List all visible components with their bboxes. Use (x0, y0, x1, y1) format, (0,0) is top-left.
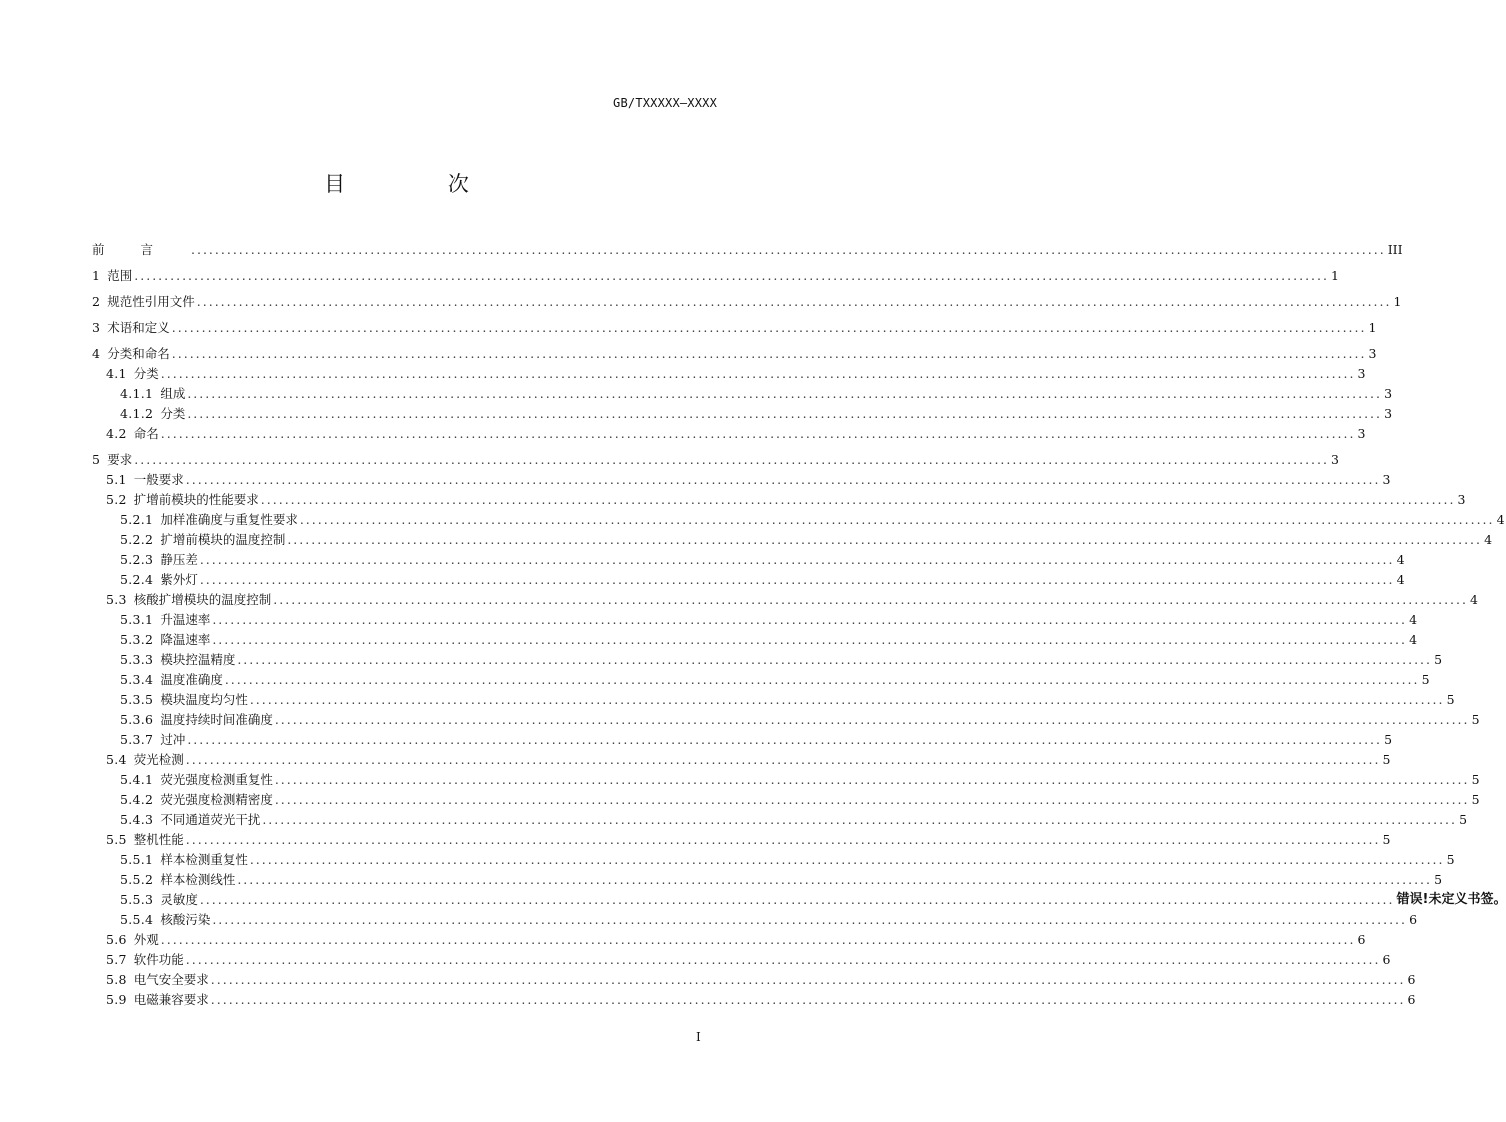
toc-entry-title: 扩增前模块的性能要求 (133, 492, 259, 507)
toc-entry[interactable] (92, 510, 1505, 530)
toc-entry[interactable] (92, 470, 1391, 490)
toc-entry[interactable] (92, 570, 1405, 590)
toc-entry-number: 5.1 (106, 472, 127, 487)
toc-leader-dots: ........................................................................................................................................................................................................ (199, 572, 1395, 587)
toc-leader-dots: ........................................................................................................................................................................................................ (199, 892, 1395, 907)
toc-entry-title: 命名 (133, 426, 159, 441)
toc-entry-page: 6 (1409, 912, 1418, 927)
toc-entry-page: 5 (1421, 672, 1430, 687)
toc-entry-number: 4.1.1 (120, 386, 154, 401)
toc-entry-page: 3 (1357, 426, 1366, 441)
toc-entry-title: 规范性引用文件 (107, 294, 195, 309)
toc-leader-dots: ........................................................................................................................................................................................................ (249, 852, 1445, 867)
toc-entry-number: 5.7 (106, 952, 127, 967)
toc-leader-dots: ........................................................................................................................................................................................................ (212, 612, 1408, 627)
toc-entry-number: 4.2 (106, 426, 127, 441)
toc-entry-title: 温度准确度 (160, 672, 223, 687)
toc-entry-title: 整机性能 (133, 832, 184, 847)
toc-entry-page: 4 (1409, 612, 1418, 627)
toc-leader-dots: ........................................................................................................................................................................................................ (199, 552, 1395, 567)
toc-entry-page: 5 (1384, 732, 1393, 747)
toc-entry-title: 静压差 (160, 552, 198, 567)
toc-leader-dots: ........................................................................................................................................................................................................ (273, 592, 1468, 607)
toc-leader-dots: ........................................................................................................................................................................................................ (134, 452, 1329, 467)
toc-leader-dots: ........................................................................................................................................................................................................ (212, 912, 1408, 927)
toc-entry-title: 分类和命名 (107, 346, 170, 361)
toc-leader-dots: ........................................................................................................................................................................................................ (196, 294, 1392, 309)
toc-entry-title: 荧光检测 (133, 752, 184, 767)
toc-entry-page: 1 (1331, 268, 1339, 283)
toc-entry[interactable] (92, 384, 1393, 404)
toc-entry-title: 分类 (133, 366, 159, 381)
toc-entry-page: 4 (1396, 572, 1405, 587)
toc-entry-page: 4 (1470, 592, 1478, 607)
toc-leader-dots: ........................................................................................................................................................................................................ (185, 472, 1381, 487)
toc-entry[interactable] (92, 630, 1418, 650)
toc-entry[interactable] (92, 710, 1480, 730)
toc-entry-page: 4 (1396, 552, 1405, 567)
toc-entry[interactable] (92, 530, 1493, 550)
toc-entry-title: 核酸污染 (160, 912, 211, 927)
toc-entry-number: 5.5.1 (120, 852, 154, 867)
toc-entry-page: 1 (1393, 294, 1402, 309)
toc-entry-number: 2 (92, 294, 101, 309)
toc-entry[interactable] (92, 950, 1391, 970)
toc-entry-number: 5.3.2 (120, 632, 154, 647)
toc-entry[interactable] (92, 790, 1480, 810)
toc-entry-page: 3 (1384, 386, 1393, 401)
toc-leader-dots: ........................................................................................................................................................................................................ (287, 532, 1483, 547)
toc-entry-page: 5 (1434, 652, 1443, 667)
toc-entry-title: 电气安全要求 (133, 972, 209, 987)
toc-entry-page: 6 (1357, 932, 1366, 947)
toc-leader-dots: ........................................................................................................................................................................................................ (274, 712, 1470, 727)
page-title: 目 次 (324, 172, 517, 196)
toc-leader-dots: ........................................................................................................................................................................................................ (160, 366, 1356, 381)
toc-entry-title: 不同通道荧光干扰 (160, 812, 261, 827)
toc-entry-page: 错误!未定义书签。 (1396, 892, 1506, 907)
toc-entry-number: 5 (92, 452, 101, 467)
toc-entry-title: 加样准确度与重复性要求 (160, 512, 298, 527)
toc-entry[interactable] (92, 590, 1478, 610)
toc-leader-dots: ........................................................................................................................................................................................................ (260, 492, 1456, 507)
toc-entry-number: 5.2.2 (120, 532, 154, 547)
toc-entry[interactable] (92, 770, 1480, 790)
toc-leader-dots: ........................................................................................................................................................................................................ (212, 632, 1408, 647)
toc-entry[interactable] (92, 970, 1416, 990)
toc-leader-dots: ........................................................................................................................................................................................................ (237, 652, 1433, 667)
toc-entry-page: 5 (1434, 872, 1443, 887)
toc-leader-dots: ........................................................................................................................................................................................................ (171, 320, 1367, 335)
toc-entry-title: 一般要求 (133, 472, 184, 487)
toc-entry-number: 4.1.2 (120, 406, 154, 421)
toc-entry[interactable] (92, 550, 1405, 570)
toc-entry-page: 3 (1331, 452, 1339, 467)
toc-entry-page: 5 (1471, 712, 1480, 727)
toc-entry[interactable] (92, 610, 1418, 630)
toc-entry-number: 5.4 (106, 752, 127, 767)
toc-entry-number: 1 (92, 268, 101, 283)
toc-leader-dots: ........................................................................................................................................................................................................ (299, 512, 1495, 527)
toc-entry-title: 外观 (133, 932, 159, 947)
toc-leader-dots: ........................................................................................................................................................................................................ (191, 242, 1386, 257)
toc-leader-dots: ........................................................................................................................................................................................................ (160, 426, 1356, 441)
toc-entry-page: 1 (1368, 320, 1377, 335)
toc-entry[interactable] (92, 318, 1377, 338)
toc-entry-page: 3 (1368, 346, 1377, 361)
toc-leader-dots: ........................................................................................................................................................................................................ (249, 692, 1445, 707)
toc-entry[interactable] (92, 690, 1455, 710)
toc-entry-number: 5.2.4 (120, 572, 154, 587)
toc-entry-page: 5 (1471, 792, 1480, 807)
toc-entry[interactable] (92, 650, 1443, 670)
toc-entry-title: 前言 (92, 242, 190, 257)
toc-entry-number: 5.5.4 (120, 912, 154, 927)
toc-leader-dots: ........................................................................................................................................................................................................ (160, 932, 1356, 947)
table-of-contents (92, 240, 1506, 1010)
toc-entry[interactable] (92, 670, 1430, 690)
toc-entry-number: 4.1 (106, 366, 127, 381)
toc-entry[interactable] (92, 850, 1455, 870)
toc-entry-number: 5.3.1 (120, 612, 154, 627)
toc-entry[interactable] (92, 890, 1506, 910)
toc-entry-title: 样本检测线性 (160, 872, 236, 887)
toc-entry[interactable] (92, 240, 1403, 260)
toc-entry-title: 灵敏度 (160, 892, 198, 907)
toc-entry-page: 6 (1407, 992, 1416, 1007)
toc-entry[interactable] (92, 424, 1366, 444)
toc-entry-number: 5.3.4 (120, 672, 154, 687)
toc-entry[interactable] (92, 292, 1402, 312)
toc-entry-title: 电磁兼容要求 (133, 992, 209, 1007)
toc-leader-dots: ........................................................................................................................................................................................................ (224, 672, 1420, 687)
document-code: GB/TXXXXX—XXXX (613, 96, 717, 110)
toc-entry[interactable] (92, 344, 1377, 364)
toc-entry[interactable] (92, 910, 1418, 930)
toc-leader-dots: ........................................................................................................................................................................................................ (262, 812, 1458, 827)
toc-entry-number: 5.3 (106, 592, 127, 607)
toc-entry-number: 5.8 (106, 972, 127, 987)
toc-entry-title: 要求 (107, 452, 133, 467)
toc-entry[interactable] (92, 990, 1416, 1010)
toc-entry-page: 5 (1382, 832, 1391, 847)
toc-entry-number: 4 (92, 346, 101, 361)
toc-entry-title: 核酸扩增模块的温度控制 (133, 592, 272, 607)
toc-entry[interactable] (92, 930, 1366, 950)
toc-entry-number: 3 (92, 320, 101, 335)
toc-leader-dots: ........................................................................................................................................................................................................ (185, 952, 1381, 967)
toc-entry-page: 3 (1357, 366, 1366, 381)
toc-entry-title: 过冲 (160, 732, 186, 747)
toc-entry-title: 样本检测重复性 (160, 852, 248, 867)
toc-entry-page: 4 (1409, 632, 1418, 647)
toc-entry-number: 5.3.7 (120, 732, 154, 747)
toc-entry-page: 6 (1382, 952, 1391, 967)
toc-entry[interactable] (92, 266, 1339, 286)
toc-entry[interactable] (92, 490, 1466, 510)
page-number: I (696, 1030, 701, 1044)
toc-leader-dots: ........................................................................................................................................................................................................ (274, 792, 1470, 807)
toc-entry-page: 5 (1446, 852, 1455, 867)
toc-entry-page: 6 (1407, 972, 1416, 987)
toc-entry-page: III (1387, 242, 1403, 257)
toc-entry-page: 4 (1484, 532, 1493, 547)
toc-entry[interactable] (92, 830, 1391, 850)
toc-entry-title: 模块温度均匀性 (160, 692, 248, 707)
toc-entry-page: 5 (1459, 812, 1468, 827)
toc-leader-dots: ........................................................................................................................................................................................................ (237, 872, 1433, 887)
toc-entry-title: 组成 (160, 386, 186, 401)
toc-leader-dots: ........................................................................................................................................................................................................ (187, 406, 1383, 421)
toc-entry-number: 5.9 (106, 992, 127, 1007)
toc-entry-title: 升温速率 (160, 612, 211, 627)
toc-entry[interactable] (92, 364, 1366, 384)
toc-entry-page: 5 (1446, 692, 1455, 707)
toc-entry[interactable] (92, 810, 1468, 830)
toc-entry-number: 5.3.3 (120, 652, 154, 667)
toc-entry-number: 5.6 (106, 932, 127, 947)
toc-leader-dots: ........................................................................................................................................................................................................ (210, 972, 1406, 987)
toc-entry-title: 荧光强度检测精密度 (160, 792, 273, 807)
toc-leader-dots: ........................................................................................................................................................................................................ (210, 992, 1406, 1007)
toc-entry-page: 3 (1384, 406, 1393, 421)
toc-entry-number: 5.4.2 (120, 792, 154, 807)
toc-entry-number: 5.4.1 (120, 772, 154, 787)
toc-entry[interactable] (92, 750, 1391, 770)
toc-entry-page: 3 (1382, 472, 1391, 487)
toc-entry-title: 术语和定义 (107, 320, 170, 335)
toc-leader-dots: ........................................................................................................................................................................................................ (185, 832, 1381, 847)
toc-leader-dots: ........................................................................................................................................................................................................ (171, 346, 1367, 361)
toc-entry[interactable] (92, 870, 1443, 890)
toc-leader-dots: ........................................................................................................................................................................................................ (187, 386, 1383, 401)
toc-entry-number: 5.2 (106, 492, 127, 507)
toc-entry-number: 5.3.6 (120, 712, 154, 727)
toc-entry-title: 分类 (160, 406, 186, 421)
toc-entry-number: 5.5 (106, 832, 127, 847)
toc-entry-title: 模块控温精度 (160, 652, 236, 667)
toc-entry[interactable] (92, 450, 1339, 470)
toc-entry-title: 扩增前模块的温度控制 (160, 532, 286, 547)
toc-entry-title: 荧光强度检测重复性 (160, 772, 273, 787)
toc-leader-dots: ........................................................................................................................................................................................................ (185, 752, 1381, 767)
toc-entry-title: 温度持续时间准确度 (160, 712, 273, 727)
toc-entry-title: 范围 (107, 268, 133, 283)
toc-entry-number: 5.5.2 (120, 872, 154, 887)
toc-entry-page: 5 (1382, 752, 1391, 767)
toc-entry-number: 5.5.3 (120, 892, 154, 907)
toc-entry[interactable] (92, 730, 1393, 750)
toc-leader-dots: ........................................................................................................................................................................................................ (187, 732, 1383, 747)
toc-leader-dots: ........................................................................................................................................................................................................ (134, 268, 1329, 283)
toc-entry-page: 3 (1457, 492, 1466, 507)
toc-entry-page: 5 (1471, 772, 1480, 787)
toc-entry-title: 紫外灯 (160, 572, 198, 587)
toc-entry-number: 5.4.3 (120, 812, 154, 827)
toc-entry[interactable] (92, 404, 1393, 424)
toc-leader-dots: ........................................................................................................................................................................................................ (274, 772, 1470, 787)
toc-entry-number: 5.3.5 (120, 692, 154, 707)
toc-entry-number: 5.2.1 (120, 512, 154, 527)
toc-entry-page: 4 (1496, 512, 1505, 527)
toc-entry-number: 5.2.3 (120, 552, 154, 567)
toc-entry-title: 降温速率 (160, 632, 211, 647)
toc-entry-title: 软件功能 (133, 952, 184, 967)
